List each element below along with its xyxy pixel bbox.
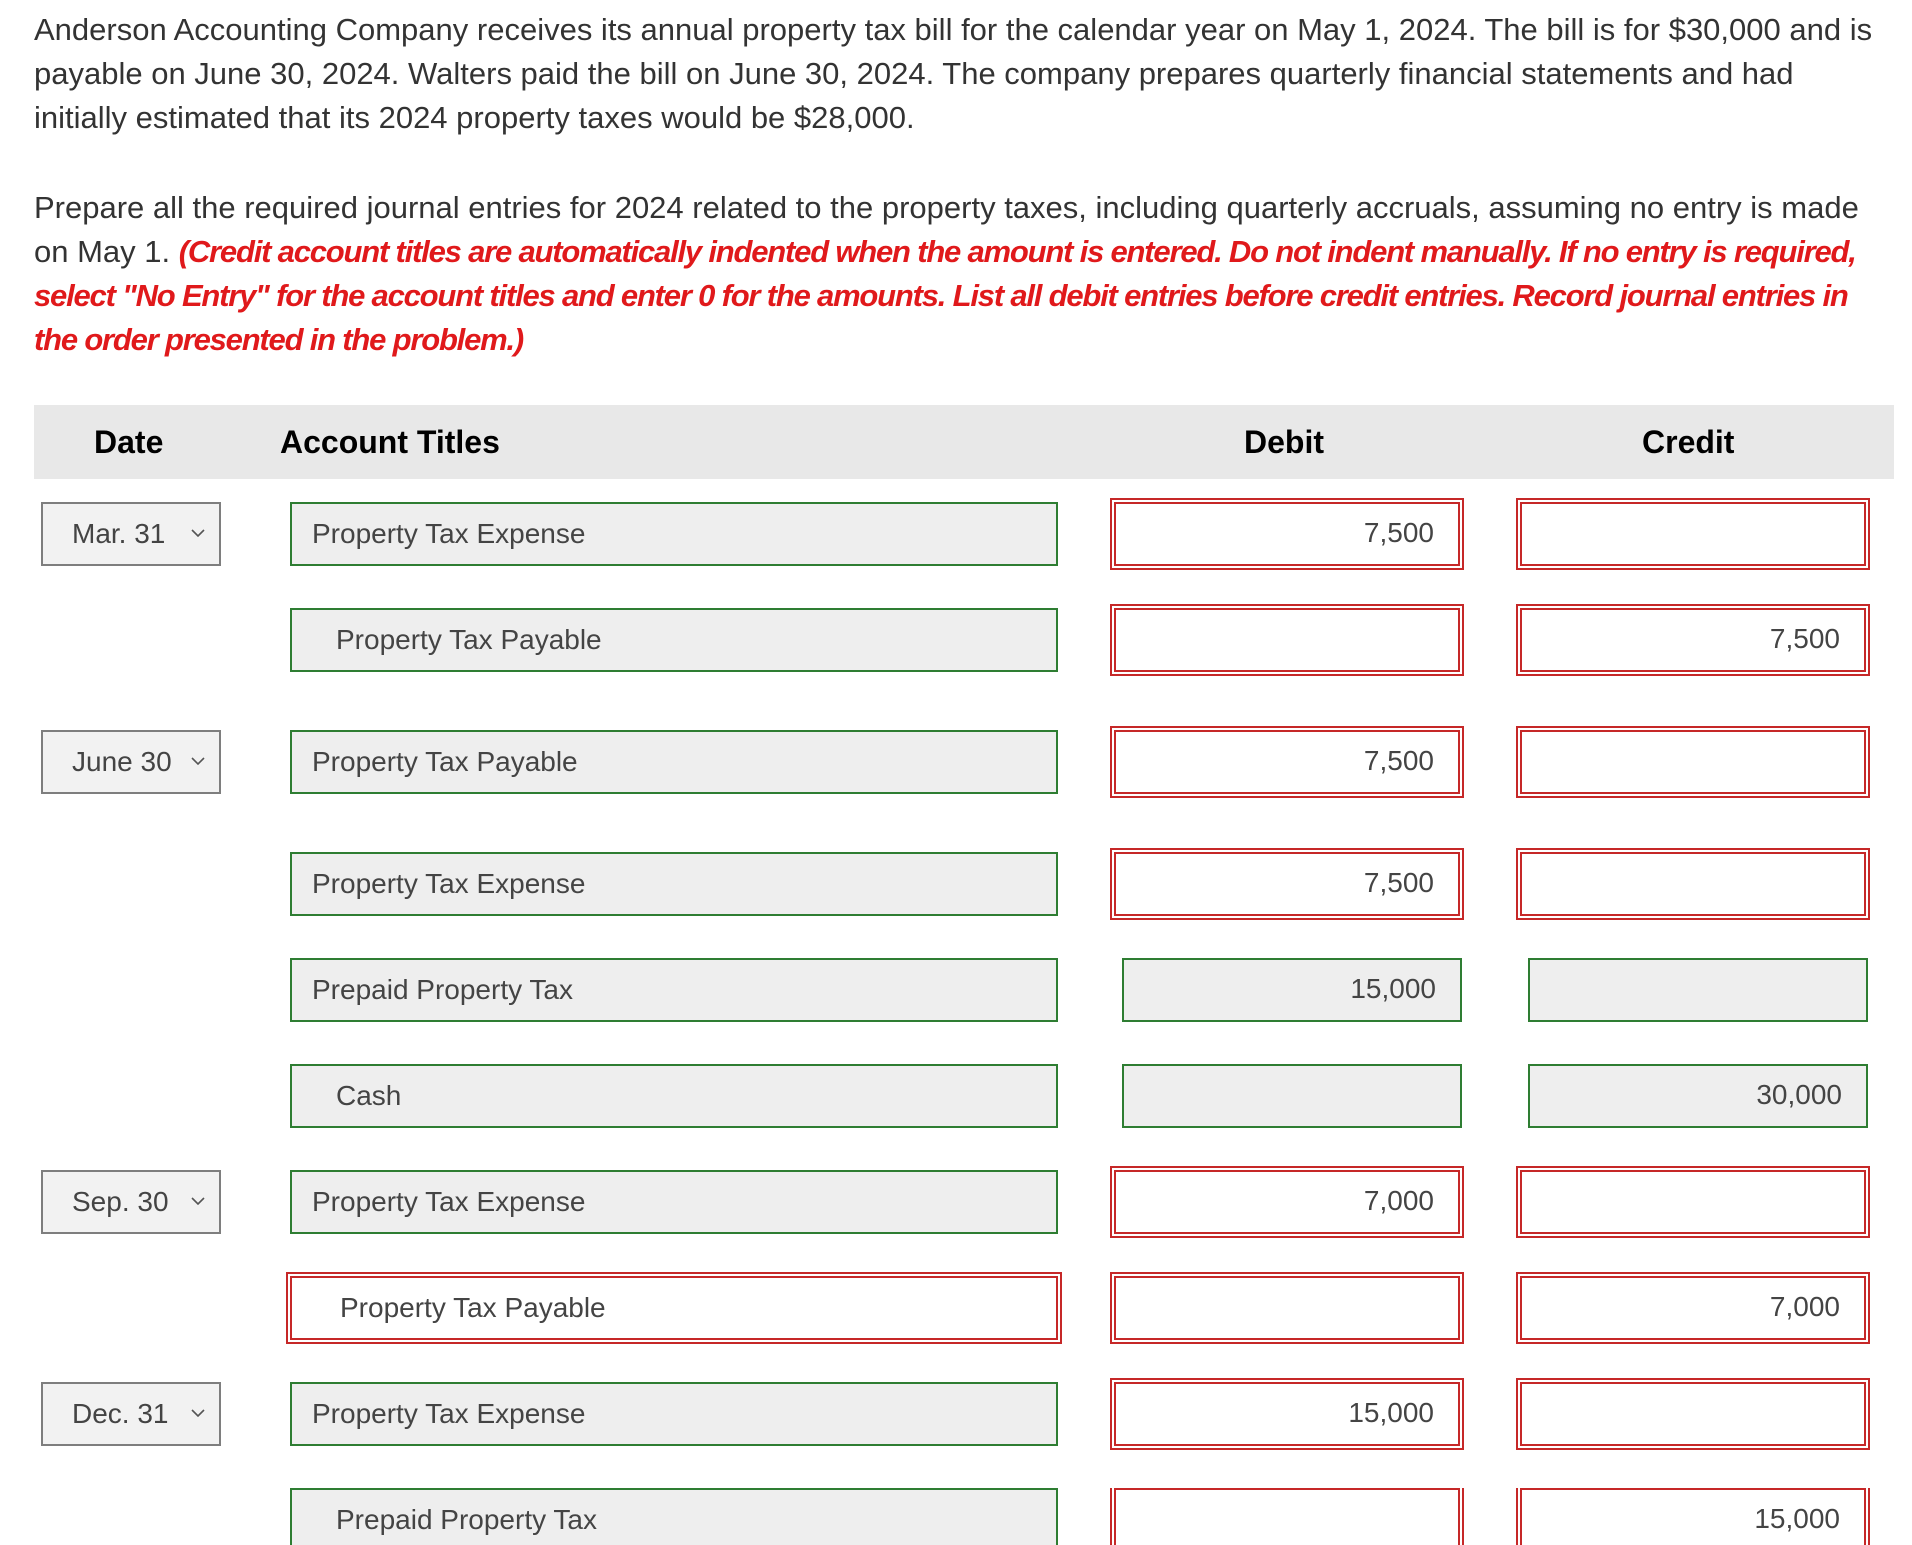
journal-table-header <box>34 405 1894 479</box>
account-title-field[interactable]: Prepaid Property Tax <box>290 1488 1058 1545</box>
debit-amount-field[interactable] <box>1114 608 1460 672</box>
journal-row <box>0 1064 1912 1130</box>
debit-amount-field[interactable]: 7,000 <box>1114 1170 1460 1234</box>
date-value: Sep. 30 <box>72 1186 169 1217</box>
date-value: Mar. 31 <box>72 518 166 549</box>
journal-row <box>0 608 1912 674</box>
account-title-field[interactable]: Cash <box>290 1064 1058 1128</box>
credit-amount-field[interactable] <box>1520 502 1866 566</box>
problem-statement: Anderson Accounting Company receives its annual property tax bill for the calendar year on May 1, 2024. The bill is for $30,000 and is payable on June 30, 2024. Walters paid the bill on June 30, 2024. The company prepares quarterly financial statements and had initially estimated that its 2024 property taxes would be $28,000. <box>34 12 1873 135</box>
task-statement <box>34 186 1894 362</box>
debit-amount-field[interactable]: 15,000 <box>1114 1382 1460 1446</box>
chevron-down-icon <box>191 529 205 537</box>
journal-row <box>0 852 1912 918</box>
debit-amount-field[interactable] <box>1122 1064 1462 1128</box>
credit-amount-field[interactable] <box>1520 730 1866 794</box>
task-text: Prepare all the required journal entries for 2024 related to the property taxes, including quarterly accruals, assuming no entry is made on May 1. <box>34 190 1859 269</box>
account-title-field[interactable]: Property Tax Expense <box>290 1170 1058 1234</box>
date-value: June 30 <box>72 746 172 777</box>
chevron-down-icon <box>191 1197 205 1205</box>
credit-amount-field[interactable] <box>1520 1382 1866 1446</box>
debit-amount-field[interactable]: 7,500 <box>1114 730 1460 794</box>
date-value: Dec. 31 <box>72 1398 169 1429</box>
date-select[interactable] <box>41 1170 221 1234</box>
credit-amount-field[interactable] <box>1520 1170 1866 1234</box>
account-title-field[interactable]: Property Tax Expense <box>290 502 1058 566</box>
journal-row <box>0 1488 1912 1545</box>
account-title-field[interactable]: Property Tax Expense <box>290 852 1058 916</box>
credit-amount-field[interactable]: 7,500 <box>1520 608 1866 672</box>
journal-row <box>0 1382 1912 1448</box>
debit-amount-field[interactable]: 15,000 <box>1122 958 1462 1022</box>
account-titles-header: Account Titles <box>280 424 500 460</box>
journal-row <box>0 730 1912 796</box>
date-header: Date <box>94 424 164 460</box>
credit-amount-field[interactable]: 15,000 <box>1520 1488 1866 1545</box>
journal-row <box>0 1276 1912 1342</box>
journal-row <box>0 502 1912 568</box>
debit-amount-field[interactable] <box>1114 1488 1460 1545</box>
debit-amount-field[interactable] <box>1114 1276 1460 1340</box>
debit-header: Debit <box>1244 424 1324 460</box>
account-title-field[interactable]: Property Tax Payable <box>290 730 1058 794</box>
credit-header: Credit <box>1642 424 1735 460</box>
account-title-field[interactable]: Prepaid Property Tax <box>290 958 1058 1022</box>
credit-amount-field[interactable]: 7,000 <box>1520 1276 1866 1340</box>
credit-amount-field[interactable] <box>1528 958 1868 1022</box>
credit-amount-field[interactable] <box>1520 852 1866 916</box>
chevron-down-icon <box>191 1409 205 1417</box>
journal-row <box>0 958 1912 1024</box>
debit-amount-field[interactable]: 7,500 <box>1114 502 1460 566</box>
account-title-field[interactable]: Property Tax Payable <box>290 1276 1058 1340</box>
chevron-down-icon <box>191 757 205 765</box>
account-title-field[interactable]: Property Tax Expense <box>290 1382 1058 1446</box>
instructions-text: (Credit account titles are automatically indented when the amount is entered. Do not indent manually. If no entry is required, select "No Entry" for the account titles and enter 0 for the amounts. List all debit entries before credit entries. Record journal entries in the order presented in the problem.) <box>34 234 1856 357</box>
account-title-field[interactable]: Property Tax Payable <box>290 608 1058 672</box>
date-select[interactable] <box>41 730 221 794</box>
journal-row <box>0 1170 1912 1236</box>
debit-amount-field[interactable]: 7,500 <box>1114 852 1460 916</box>
date-select[interactable] <box>41 502 221 566</box>
credit-amount-field[interactable]: 30,000 <box>1528 1064 1868 1128</box>
date-select[interactable] <box>41 1382 221 1446</box>
